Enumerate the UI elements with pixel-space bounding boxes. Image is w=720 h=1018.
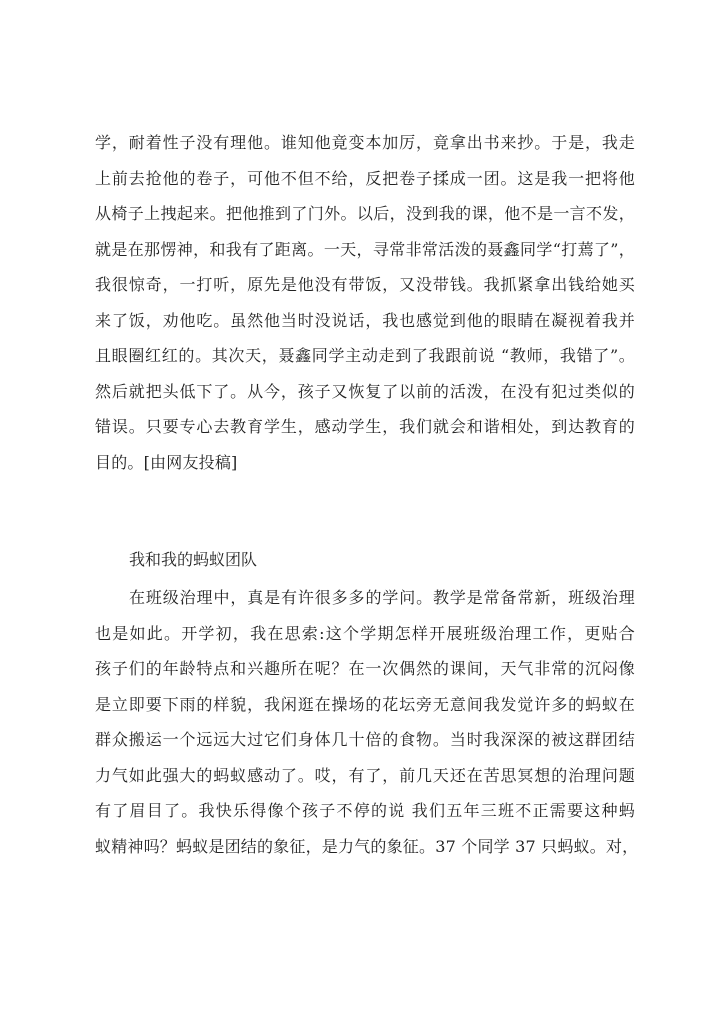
- text-line: 群众搬运一个远远大过它们身体几十倍的食物。当时我深深的被这群团结: [95, 730, 635, 749]
- text-line: 蚁精神吗？蚂蚁是团结的象征，是力气的象征。37 个同学 37 只蚂蚁。对，: [95, 836, 639, 856]
- text-line: 孩子们的年龄特点和兴趣所在呢？在一次偶然的课间，天气非常的沉闷像: [95, 659, 635, 678]
- text-line: 也是如此。开学初，我在思索:这个学期怎样开展班级治理工作，更贴合: [95, 623, 635, 643]
- paragraph-1: [95, 125, 635, 480]
- text-line: 来了饭，劝他吃。虽然他当时没说话，我也感觉到他的眼睛在凝视着我并: [95, 310, 635, 330]
- section-heading: 我和我的蚂蚁团队: [129, 550, 258, 569]
- text-line: 上前去抢他的卷子，可他不但不给，反把卷子揉成一团。这是我一把将他: [95, 168, 635, 188]
- text-line: 我很惊奇，一打听，原先是他没有带饭，又没带钱。我抓紧拿出钱给她买: [95, 275, 635, 294]
- text-line: 然后就把头低下了。从今，孩子又恢复了以前的活泼，在没有犯过类似的: [95, 381, 635, 401]
- text-line: 力气如此强大的蚂蚁感动了。哎，有了，前几天还在苦思冥想的治理问题: [95, 765, 635, 785]
- text-line: 目的。[由网友投稿]: [95, 452, 238, 472]
- text-line: 有了眉目了。我快乐得像个孩子不停的说 我们五年三班不正需要这种蚂: [95, 801, 635, 820]
- text-line: 学，耐着性子没有理他。谁知他竟变本加厉，竟拿出书来抄。于是，我走: [95, 133, 635, 152]
- paragraph-2: [95, 580, 639, 864]
- text-line: 从椅子上拽起来。把他推到了门外。以后，没到我的课，他不是一言不发，: [95, 204, 635, 223]
- text-line: 在班级治理中，真是有许很多多的学问。教学是常备常新，班级治理: [129, 588, 635, 607]
- text-line: 就是在那愣神，和我有了距离。一天，寻常非常活泼的聂鑫同学“打蔫了”，: [95, 239, 635, 259]
- text-line: 且眼圈红红的。其次天，聂鑫同学主动走到了我跟前说 “教师，我错了”。: [95, 346, 635, 365]
- text-line: 是立即要下雨的样貌，我闲逛在操场的花坛旁无意间我发觉许多的蚂蚁在: [95, 694, 635, 714]
- text-line: 错误。只要专心去教育学生，感动学生，我们就会和谐相处，到达教育的: [95, 417, 635, 436]
